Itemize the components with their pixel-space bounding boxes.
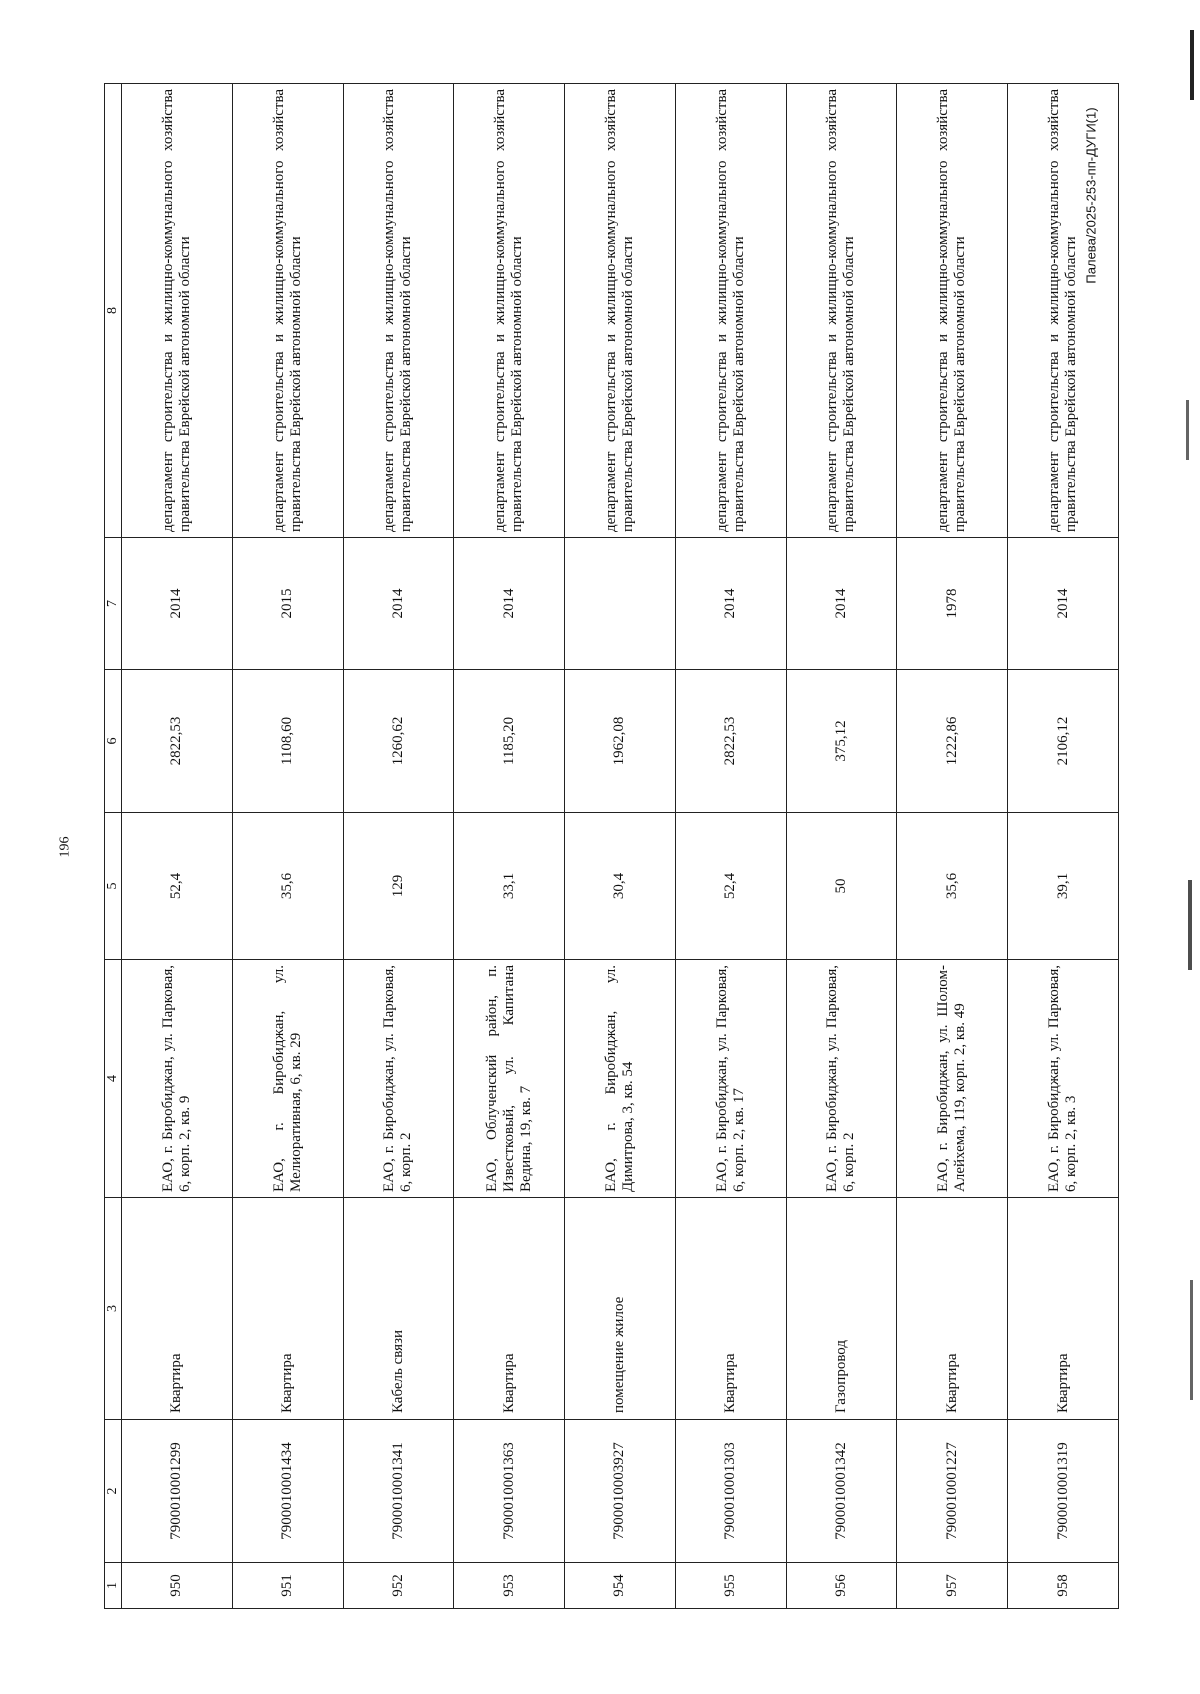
table-row	[343, 84, 454, 1609]
row-number-cell: 956	[786, 1563, 897, 1609]
column-header: 7	[105, 538, 122, 670]
registry-number-cell: 7900010001227	[897, 1420, 1008, 1563]
address-cell: ЕАО, г. Биробиджан, ул. Парковая, 6, корп. 2, кв. 17	[675, 960, 786, 1198]
column-header: 8	[105, 84, 122, 538]
address-cell: ЕАО, г. Биробиджан, ул. Димитрова, 3, кв. 54	[565, 960, 676, 1198]
scan-edge-mark	[1188, 880, 1192, 970]
value-cell: 2822,53	[675, 670, 786, 813]
registry-number-cell: 7900010003927	[565, 1420, 676, 1563]
row-number-cell: 955	[675, 1563, 786, 1609]
year-cell: 2014	[1008, 538, 1119, 670]
object-type-cell: Квартира	[122, 1198, 233, 1420]
address-cell: ЕАО, г. Биробиджан, ул. Парковая, 6, корп. 2	[786, 960, 897, 1198]
object-type-cell: Квартира	[454, 1198, 565, 1420]
area-cell: 39,1	[1008, 813, 1119, 960]
object-type-cell: Квартира	[232, 1198, 343, 1420]
object-type-cell: Квартира	[1008, 1198, 1119, 1420]
owner-cell: департамент строительства и жилищно-коммунального хозяйства правительства Еврейской автономной области	[897, 84, 1008, 538]
area-cell: 52,4	[122, 813, 233, 960]
column-header: 2	[105, 1420, 122, 1563]
area-cell: 30,4	[565, 813, 676, 960]
object-type-cell: Кабель связи	[343, 1198, 454, 1420]
year-cell: 2014	[786, 538, 897, 670]
address-cell: ЕАО, г. Биробиджан, ул. Мелиоративная, 6, кв. 29	[232, 960, 343, 1198]
owner-cell: департамент строительства и жилищно-коммунального хозяйства правительства Еврейской автономной области	[122, 84, 233, 538]
address-cell: ЕАО, Облученский район, п. Известковый, ул. Капитана Ведина, 19, кв. 7	[454, 960, 565, 1198]
registry-number-cell: 7900010001342	[786, 1420, 897, 1563]
owner-cell: департамент строительства и жилищно-коммунального хозяйства правительства Еврейской автономной области	[675, 84, 786, 538]
address-cell: ЕАО, г. Биробиджан, ул. Парковая, 6, корп. 2, кв. 3	[1008, 960, 1119, 1198]
value-cell: 1962,08	[565, 670, 676, 813]
area-cell: 33,1	[454, 813, 565, 960]
area-cell: 129	[343, 813, 454, 960]
year-cell: 2014	[454, 538, 565, 670]
scan-edge-mark	[1190, 30, 1194, 100]
column-number-row	[105, 84, 122, 1609]
address-cell: ЕАО, г. Биробиджан, ул. Парковая, 6, корп. 2, кв. 9	[122, 960, 233, 1198]
value-cell: 1260,62	[343, 670, 454, 813]
row-number-cell: 950	[122, 1563, 233, 1609]
year-cell: 2014	[343, 538, 454, 670]
year-cell: 2015	[232, 538, 343, 670]
address-cell: ЕАО, г. Биробиджан, ул. Парковая, 6, корп. 2	[343, 960, 454, 1198]
object-type-cell: помещение жилое	[565, 1198, 676, 1420]
value-cell: 1222,86	[897, 670, 1008, 813]
page-number: 196	[57, 836, 72, 858]
area-cell: 35,6	[232, 813, 343, 960]
registry-number-cell: 7900010001434	[232, 1420, 343, 1563]
area-cell: 50	[786, 813, 897, 960]
value-cell: 1185,20	[454, 670, 565, 813]
table-row	[897, 84, 1008, 1609]
value-cell: 2106,12	[1008, 670, 1119, 813]
table-row	[454, 84, 565, 1609]
table-row	[1008, 84, 1119, 1609]
document-code: Палева/2025-253-пп-ДУГИ(1)	[1083, 106, 1099, 284]
registry-number-cell: 7900010001303	[675, 1420, 786, 1563]
area-cell: 35,6	[897, 813, 1008, 960]
owner-cell: департамент строительства и жилищно-коммунального хозяйства правительства Еврейской автономной области	[565, 84, 676, 538]
row-number-cell: 957	[897, 1563, 1008, 1609]
row-number-cell: 958	[1008, 1563, 1119, 1609]
value-cell: 375,12	[786, 670, 897, 813]
column-header: 6	[105, 670, 122, 813]
registry-number-cell: 7900010001299	[122, 1420, 233, 1563]
object-type-cell: Квартира	[897, 1198, 1008, 1420]
table-row	[675, 84, 786, 1609]
object-type-cell: Газопровод	[786, 1198, 897, 1420]
table-row	[122, 84, 233, 1609]
row-number-cell: 953	[454, 1563, 565, 1609]
value-cell: 1108,60	[232, 670, 343, 813]
column-header: 1	[105, 1563, 122, 1609]
registry-number-cell: 7900010001341	[343, 1420, 454, 1563]
row-number-cell: 951	[232, 1563, 343, 1609]
registry-number-cell: 7900010001319	[1008, 1420, 1119, 1563]
owner-cell: департамент строительства и жилищно-коммунального хозяйства правительства Еврейской автономной области	[786, 84, 897, 538]
year-cell: 2014	[675, 538, 786, 670]
object-type-cell: Квартира	[675, 1198, 786, 1420]
owner-cell: департамент строительства и жилищно-коммунального хозяйства правительства Еврейской автономной области	[1008, 84, 1119, 538]
value-cell: 2822,53	[122, 670, 233, 813]
year-cell: 1978	[897, 538, 1008, 670]
column-header: 4	[105, 960, 122, 1198]
address-cell: ЕАО, г. Биробиджан, ул. Шолом-Алейхема, 119, корп. 2, кв. 49	[897, 960, 1008, 1198]
row-number-cell: 952	[343, 1563, 454, 1609]
area-cell: 52,4	[675, 813, 786, 960]
property-register-table	[104, 83, 1119, 1609]
table-row	[232, 84, 343, 1609]
row-number-cell: 954	[565, 1563, 676, 1609]
owner-cell: департамент строительства и жилищно-коммунального хозяйства правительства Еврейской автономной области	[232, 84, 343, 538]
table-row	[565, 84, 676, 1609]
property-register-table-wrapper	[104, 84, 1119, 1609]
column-header: 3	[105, 1198, 122, 1420]
year-cell: 2014	[122, 538, 233, 670]
year-cell	[565, 538, 676, 670]
owner-cell: департамент строительства и жилищно-коммунального хозяйства правительства Еврейской автономной области	[454, 84, 565, 538]
scan-edge-mark	[1190, 1280, 1193, 1400]
owner-cell: департамент строительства и жилищно-коммунального хозяйства правительства Еврейской автономной области	[343, 84, 454, 538]
scan-edge-mark	[1186, 400, 1189, 460]
registry-number-cell: 7900010001363	[454, 1420, 565, 1563]
table-row	[786, 84, 897, 1609]
column-header: 5	[105, 813, 122, 960]
